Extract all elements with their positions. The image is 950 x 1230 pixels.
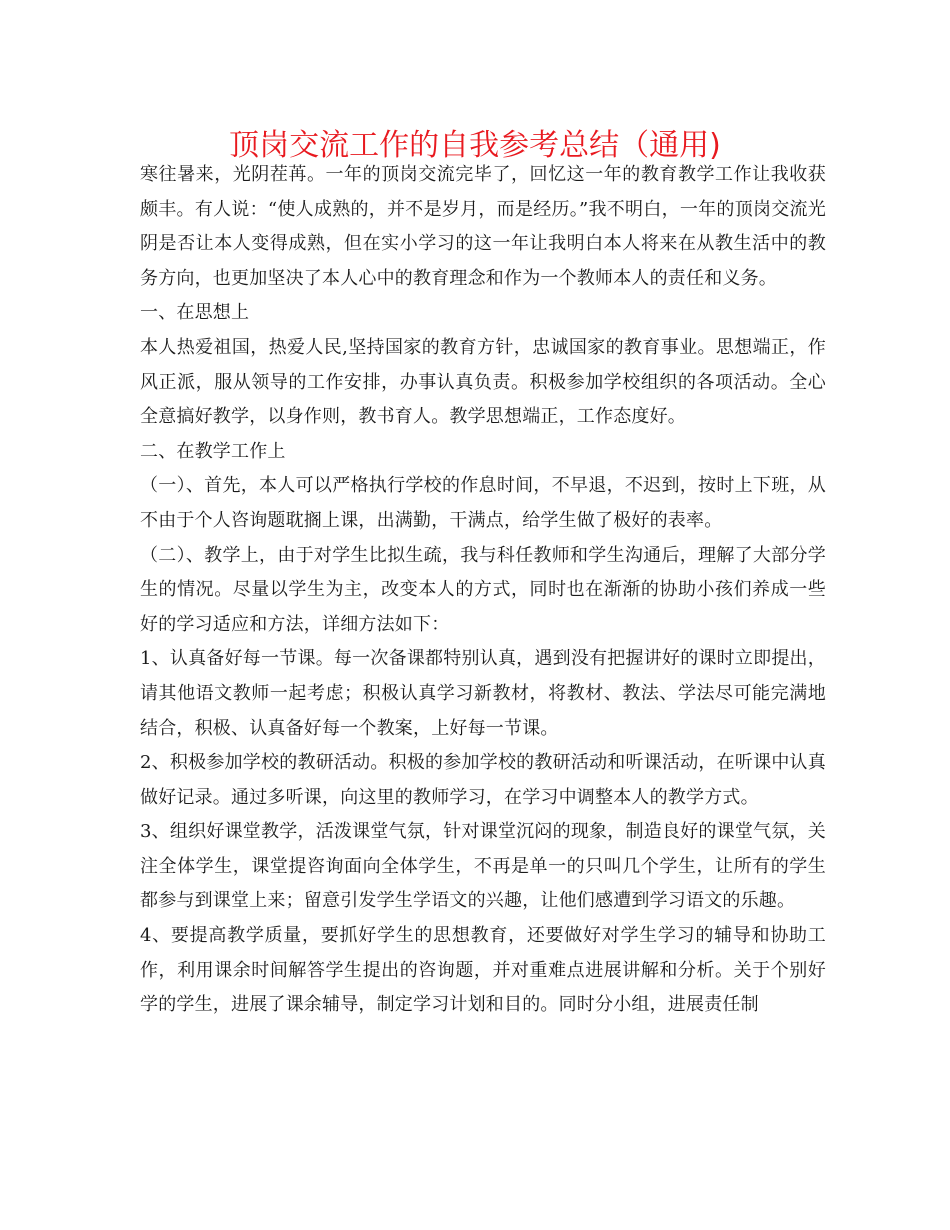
paragraph-intro: 寒往暑来，光阴茬苒。一年的顶岗交流完毕了，回忆这一年的教育教学工作让我收获颇丰。有人说：“使人成熟的，并不是岁月，而是经历。”我不明白，一年的顶岗交流光阴是否让本人变得成熟，但在实小学习的这一年让我明白本人将来在从教生活中的教务方向，也更加坚决了本人心中的教育理念和作为一个教师本人的责任和义务。 <box>140 164 826 289</box>
section-heading-thought: 一、在思想上 <box>140 302 250 324</box>
document-body <box>140 158 826 1023</box>
paragraph-thought: 本人热爱祖国，热爱人民,坚持国家的教育方针，忠诚国家的教育事业。思想端正，作风正派，服从领导的工作安排，办事认真负责。积极参加学校组织的各项活动。全心全意搞好教学，以身作则，教书育人。教学思想端正，工作态度好。 <box>140 336 826 428</box>
list-item-4: 4、要提高教学质量，要抓好学生的思想教育，还要做好对学生学习的辅导和协助工作，利用课余时间解答学生提出的咨询题，并对重难点进展讲解和分析。关于个别好学的学生，进展了课余辅导，制定学习计划和目的。同时分小组，进展责任制 <box>140 925 826 1016</box>
list-item-2: 2、积极参加学校的教研活动。积极的参加学校的教研活动和听课活动，在听课中认真做好记录。通过多听课，向这里的教师学习，在学习中调整本人的教学方式。 <box>140 752 826 808</box>
section-heading-teaching: 二、在教学工作上 <box>140 440 286 462</box>
paragraph-teaching-2: （二）、教学上，由于对学生比拟生疏，我与科任教师和学生沟通后，理解了大部分学生的情况。尽量以学生为主，改变本人的方式，同时也在渐渐的协助小孩们养成一些好的学习适应和方法，详细方法如下： <box>140 544 826 635</box>
list-item-3: 3、组织好课堂教学，活泼课堂气氛，针对课堂沉闷的现象，制造良好的课堂气氛，关注全体学生，课堂提咨询面向全体学生，不再是单一的只叫几个学生，让所有的学生都参与到课堂上来；留意引发学生学语文的兴趣，让他们感遭到学习语文的乐趣。 <box>140 821 826 912</box>
list-item-1: 1、认真备好每一节课。每一次备课都特别认真，遇到没有把握讲好的课时立即提出，请其他语文教师一起考虑；积极认真学习新教材，将教材、教法、学法尽可能完满地结合，积极、认真备好每一个教案，上好每一节课。 <box>140 648 826 739</box>
document-title: 顶岗交流工作的自我参考总结（通用) <box>229 128 721 163</box>
paragraph-teaching-1: （一）、首先，本人可以严格执行学校的作息时间，不早退，不迟到，按时上下班，从不由于个人咨询题耽搁上课，出满勤，干满点，给学生做了极好的表率。 <box>140 475 826 531</box>
